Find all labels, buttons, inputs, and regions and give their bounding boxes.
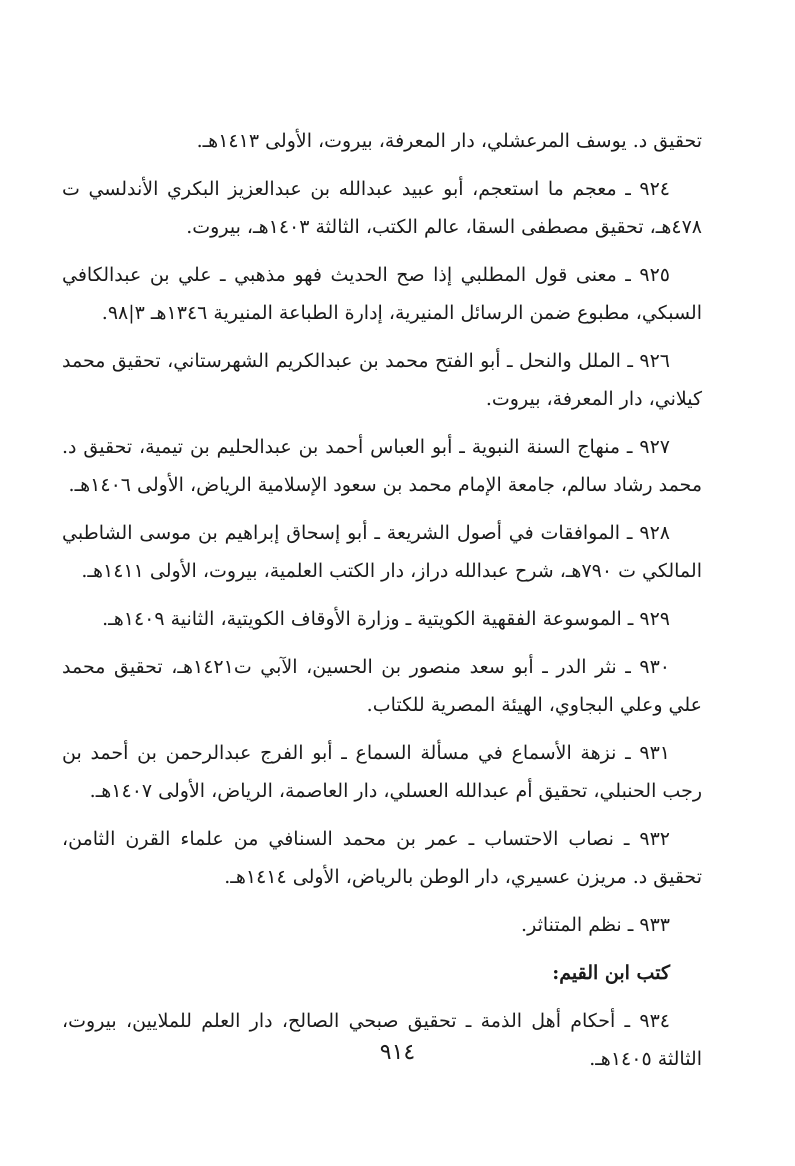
bibliography-entry-925: ٩٢٥ ـ معنى قول المطلبي إذا صح الحديث فهو مذهبي ـ علي بن عبدالكافي السبكي، مطبوع ضمن الرسائل المنيرية، إدارة الطباعة المنيرية ١٣٤٦هـ ٣|٩٨. bbox=[62, 264, 702, 324]
bibliography-entry-924: ٩٢٤ ـ معجم ما استعجم، أبو عبيد عبدالله بن عبدالعزيز البكري الأندلسي ت ٤٧٨هـ، تحقيق مصطفى السقا، عالم الكتب، الثالثة ١٤٠٣هـ، بيروت. bbox=[62, 178, 702, 238]
bibliography-entry-929: ٩٢٩ ـ الموسوعة الفقهية الكويتية ـ وزارة الأوقاف الكويتية، الثانية ١٤٠٩هـ. bbox=[102, 608, 670, 630]
bibliography-entry-928: ٩٢٨ ـ الموافقات في أصول الشريعة ـ أبو إسحاق إبراهيم بن موسى الشاطبي المالكي ت ٧٩٠هـ، شرح عبدالله دراز، دار الكتب العلمية، بيروت، الأولى ١٤١١هـ. bbox=[62, 522, 702, 582]
bibliography-entry-934: ٩٣٤ ـ أحكام أهل الذمة ـ تحقيق صبحي الصالح، دار العلم للملايين، بيروت، الثالثة ١٤٠٥هـ. bbox=[62, 1010, 702, 1070]
bibliography-entry-926: ٩٢٦ ـ الملل والنحل ـ أبو الفتح محمد بن عبدالكريم الشهرستاني، تحقيق محمد كيلاني، دار المعرفة، بيروت. bbox=[62, 350, 702, 410]
page-number: ٩١٤ bbox=[379, 1040, 416, 1065]
bibliography-entry-930: ٩٣٠ ـ نثر الدر ـ أبو سعد منصور بن الحسين، الآبي ت١٤٢١هـ، تحقيق محمد علي وعلي البجاوي، الهيئة المصرية للكتاب. bbox=[62, 656, 702, 716]
bibliography-entry-931: ٩٣١ ـ نزهة الأسماع في مسألة السماع ـ أبو الفرج عبدالرحمن بن أحمد بن رجب الحنبلي، تحقيق أم عبدالله العسلي، دار العاصمة، الرياض، الأولى ١٤٠٧هـ. bbox=[62, 742, 702, 802]
bibliography-entry-932: ٩٣٢ ـ نصاب الاحتساب ـ عمر بن محمد السنافي من علماء القرن الثامن، تحقيق د. مريزن عسيري، دار الوطن بالرياض، الأولى ١٤١٤هـ. bbox=[62, 828, 702, 888]
bibliography-entry-933: ٩٣٣ ـ نظم المتناثر. bbox=[521, 914, 670, 936]
bibliography-page bbox=[62, 122, 702, 1088]
bibliography-entry-continuation: تحقيق د. يوسف المرعشلي، دار المعرفة، بيروت، الأولى ١٤١٣هـ. bbox=[196, 130, 702, 152]
section-heading: كتب ابن القيم: bbox=[552, 962, 670, 984]
bibliography-entry-927: ٩٢٧ ـ منهاج السنة النبوية ـ أبو العباس أحمد بن عبدالحليم بن تيمية، تحقيق د. محمد رشاد سالم، جامعة الإمام محمد بن سعود الإسلامية الرياض، الأولى ١٤٠٦هـ. bbox=[62, 436, 702, 496]
